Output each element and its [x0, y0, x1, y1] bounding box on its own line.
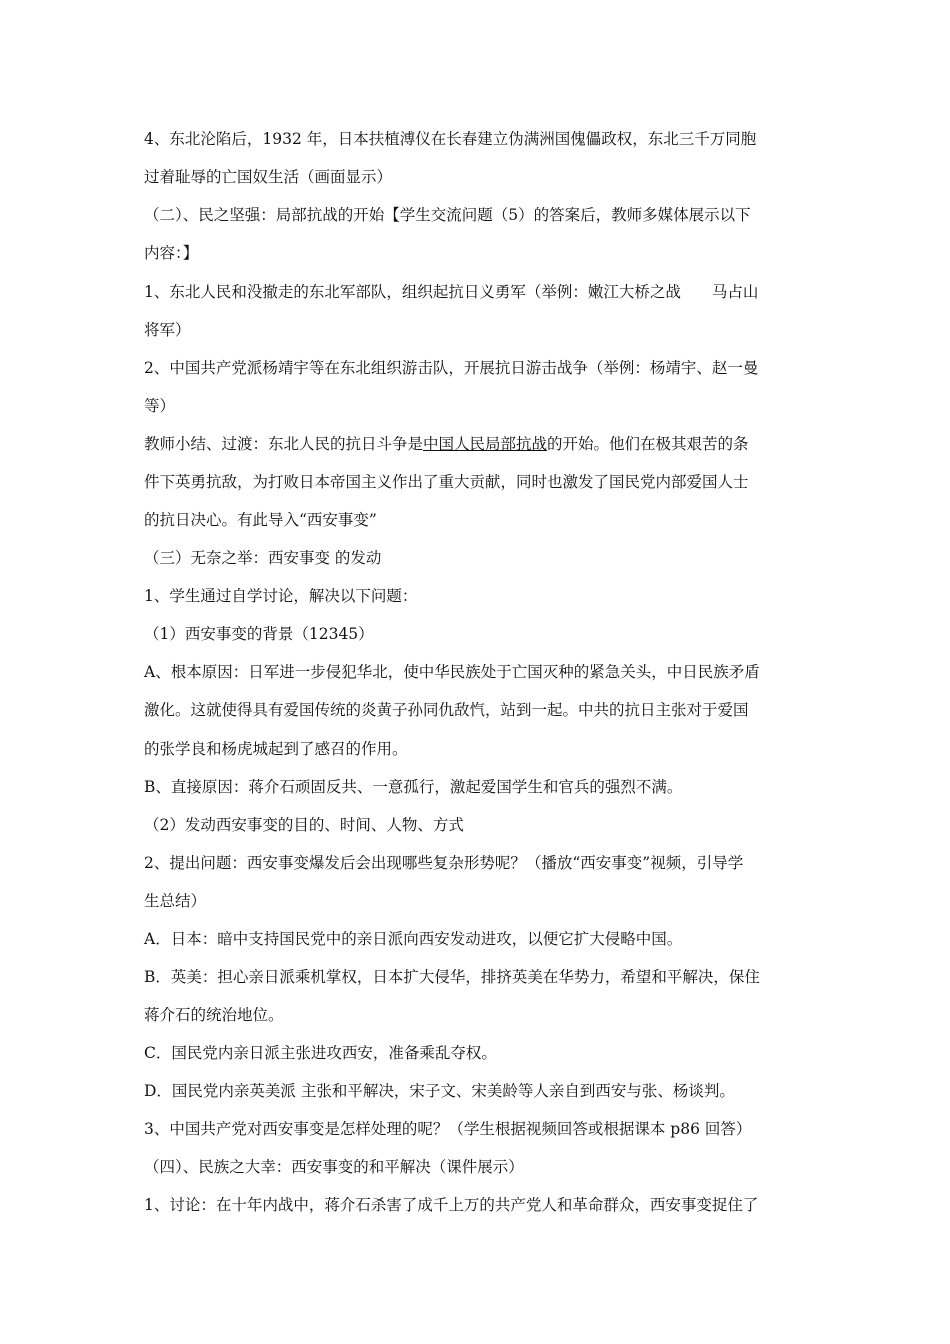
- text-line: A、根本原因：日军进一步侵犯华北，使中华民族处于亡国灭种的紧急关头，中日民族矛盾: [144, 663, 760, 681]
- text-line: C．国民党内亲日派主张进攻西安，准备乘乱夺权。: [144, 1044, 497, 1062]
- text-line: [144, 434, 814, 454]
- text-segment: 的开始。他们在极其艰苦的条: [547, 435, 749, 453]
- text-line: 2、提出问题：西安事变爆发后会出现哪些复杂形势呢？（播放“西安事变”视频，引导学: [144, 854, 744, 872]
- text-line: 过着耻辱的亡国奴生活（画面显示）: [144, 168, 393, 186]
- text-line: 生总结）: [144, 892, 207, 910]
- text-segment: 教师小结、过渡：东北人民的抗日斗争是: [144, 435, 424, 453]
- text-line: 等）: [144, 397, 176, 415]
- section-heading: （四）、民族之大幸：西安事变的和平解决（课件展示）: [144, 1158, 524, 1176]
- text-line: 2、中国共产党派杨靖宇等在东北组织游击队，开展抗日游击战争（举例：杨靖宇、赵一曼: [144, 359, 759, 377]
- section-heading: （三）无奈之举：西安事变 的发动: [144, 549, 382, 567]
- text-line: B．英美：担心亲日派乘机掌权，日本扩大侵华，排挤英美在华势力，希望和平解决，保住: [144, 968, 760, 986]
- section-heading: （二）、民之坚强：局部抗战的开始【学生交流问题（5）的答案后，教师多媒体展示以下: [144, 206, 751, 224]
- text-line: B、直接原因：蒋介石顽固反共、一意孤行，激起爱国学生和官兵的强烈不满。: [144, 778, 683, 796]
- text-line: 4、东北沦陷后，1932 年，日本扶植溥仪在长春建立伪满洲国傀儡政权，东北三千万同胞: [144, 130, 757, 148]
- text-line: 激化。这就使得具有爱国传统的炎黄子孙同仇敌忾，站到一起。中共的抗日主张对于爱国: [144, 701, 749, 719]
- text-line: 的张学良和杨虎城起到了感召的作用。: [144, 740, 408, 758]
- text-line: 蒋介石的统治地位。: [144, 1006, 284, 1024]
- text-line: （1）西安事变的背景（12345）: [144, 625, 374, 643]
- text-line: 3、中国共产党对西安事变是怎样处理的呢？（学生根据视频回答或根据课本 p86 回答）: [144, 1120, 752, 1138]
- text-line: 1、讨论：在十年内战中，蒋介石杀害了成千上万的共产党人和革命群众，西安事变捉住了: [144, 1196, 759, 1214]
- text-line: A．日本：暗中支持国民党中的亲日派向西安发动进攻，以便它扩大侵略中国。: [144, 930, 683, 948]
- text-line: 的抗日决心。有此导入“西安事变”: [144, 511, 377, 529]
- text-line: 内容：】: [144, 244, 199, 262]
- underlined-term: 中国人民局部抗战: [423, 435, 548, 453]
- text-line: 1、东北人民和没撤走的东北军部队，组织起抗日义勇军（举例：嫩江大桥之战 马占山: [144, 283, 759, 301]
- text-line: 件下英勇抗敌，为打败日本帝国主义作出了重大贡献，同时也激发了国民党内部爱国人士: [144, 473, 749, 491]
- text-line: D．国民党内亲英美派 主张和平解决，宋子文、宋美龄等人亲自到西安与张、杨谈判。: [144, 1082, 735, 1100]
- text-line: （2）发动西安事变的目的、时间、人物、方式: [144, 816, 464, 834]
- text-line: 将军）: [144, 321, 191, 339]
- text-line: 1、学生通过自学讨论，解决以下问题：: [144, 587, 418, 605]
